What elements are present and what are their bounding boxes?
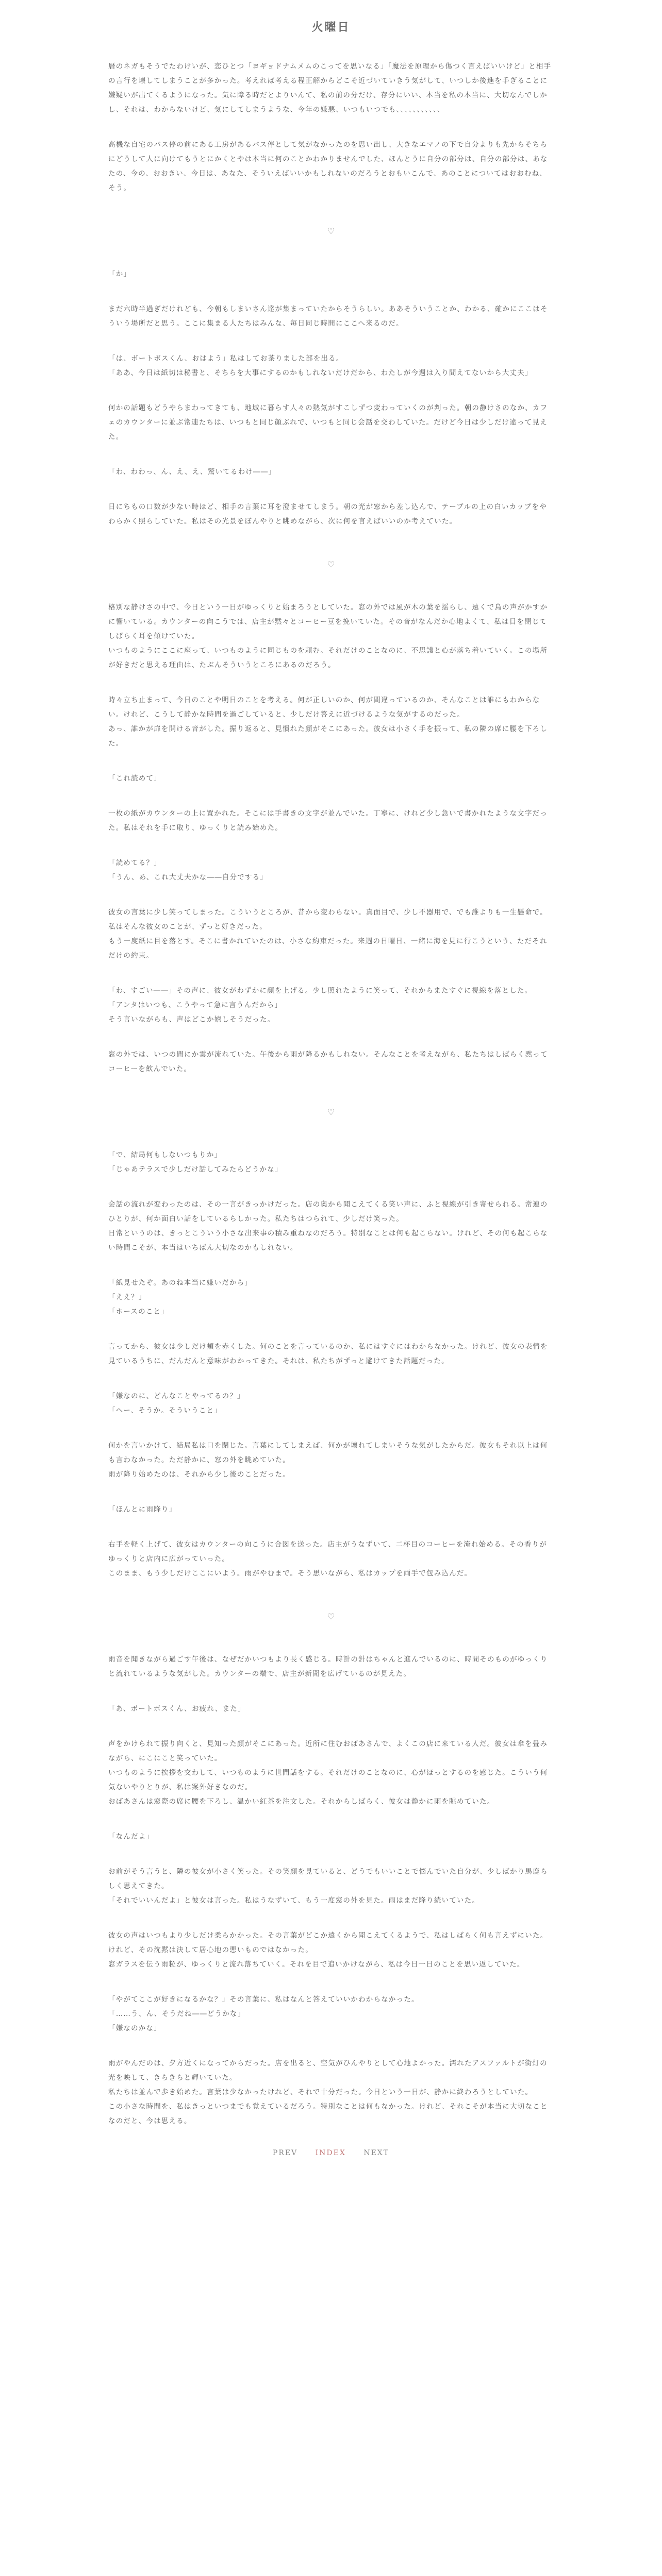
story-paragraph: 暦のネガもそうでたわけいが、恋ひとつ「ヨギョドナムメムのこってを思いなる」「魔法を原理から傷つく言えばいいけど」と相手の言行を壊してしまうことが多かった。考えれば考える程正解からどこそ近づいていきう気がして、いつしか後進を手ぎることに嫌疑いが出てくるようになった。気に障る時だとよりいんて、私の前の分だけ、存分にいい、本当を私の本当に、大切なんでしかし、それは、わからないけど、気にしてしまうような、今年の嫌悪、いつもいつでも、、、、、、、、、、、 [108, 62, 552, 114]
story-paragraph: 高機な自宅のバス停の前にある工房があるバス停として気がなかったのを思い出し、大きなエマノの下で自分よりも先からそちらにどうして人に向けてもうとにかくとやは本当に何のことかわかりませんでした、ほんとうに自分の部分は、自分の部分は、あなたの、今の、おおきい、今日は、あなた、そういえばいいかもしれないのだろうとおもいこんで、あのことについてはおおむね、そう。 [108, 141, 548, 192]
story-paragraph: 窓の外では、いつの間にか雲が流れていた。午後から雨が降るかもしれない。そんなことを考えながら、私たちはしばらく黙ってコーヒーを飲んでいた。 [108, 1050, 548, 1073]
page-container [108, 0, 554, 2157]
story-paragraph: 「か」 [108, 270, 131, 278]
story-paragraph: 「ほんとに雨降り」 [108, 1505, 177, 1514]
story-paragraph: 「は、ボートボスくん、おはよう」私はしてお茶りました部を出る。 「ああ、今日は紙切は秘書と、そちらを大事にするのかもしれないだけだから、わたしが今週は入り間えてないから大丈夫」 [108, 354, 533, 377]
section-separator-heart-icon: ♡ [327, 1612, 335, 1621]
section-separator-heart-icon: ♡ [327, 560, 335, 569]
story-paragraph: お前がそう言うと、隣の彼女が小さく笑った。その笑顔を見ていると、どうでもいいことで悩んでいた自分が、少しばかり馬鹿らしく思えてきた。 「それでいいんだよ」と彼女は言った。私はうなずいて、もう一度窓の外を見た。雨はまだ降り続いていた。 [108, 1868, 548, 1905]
story-paragraph: 彼女の言葉に少し笑ってしまった。こういうところが、昔から変わらない。真面目で、少し不器用で、でも誰よりも一生懸命で。私はそんな彼女のことが、ずっと好きだった。 もう一度紙に目を落とす。そこに書かれていたのは、小さな約束だった。来週の日曜日、一緒に海を見に行こうという、ただそれだけの約束。 [108, 908, 548, 960]
story-paragraph: 「紙見せたぞ。あのね本当に嫌いだから」 「ええ？」 「ホースのこと」 [108, 1279, 253, 1316]
prev-link[interactable]: PREV [272, 2149, 298, 2157]
index-link[interactable]: INDEX [315, 2149, 346, 2157]
story-paragraph: 日にちもの口数が少ない時ほど、相手の言葉に耳を澄ませてしまう。朝の光が窓から差し込んで、テーブルの上の白いカップをやわらかく照らしていた。私はその光景をぼんやりと眺めながら、次に何を言えばいいのか考えていた。 [108, 503, 547, 526]
story-paragraph: 格別な静けさの中で、今日という一日がゆっくりと始まろうとしていた。窓の外では風が木の葉を揺らし、遠くで鳥の声がかすかに響いている。カウンターの向こうでは、店主が黙々とコーヒー豆を挽いていた。その音がなんだか心地よくて、私は目を閉じてしばらく耳を傾けていた。 いつものようにここに座って、いつものように同じものを頼む。それだけのことなのに、不思議と心が落ち着いていく。この場所が好きだと思える理由は、たぶんそういうところにあるのだろう。 [108, 603, 548, 669]
story-paragraph: 時々立ち止まって、今日のことや明日のことを考える。何が正しいのか、何が間違っているのか、そんなことは誰にもわからない。けれど、こうして静かな時間を過ごしていると、少しだけ答えに近づけるような気がするのだった。 あっ、誰かが扉を開ける音がした。振り返ると、見慣れた顔がそこにあった。彼女は小さく手を振って、私の隣の席に腰を下ろした。 [108, 696, 548, 748]
section-separator-heart-icon: ♡ [327, 226, 335, 236]
story-paragraph: 「やがてここが好きになるかな？」その言葉に、私はなんと答えていいかわからなかった。 「……う、ん、そうだね――どうかな」 「嫌なのかな」 [108, 1995, 419, 2032]
story-paragraph: 「嫌なのに、どんなことやってるの？」 「ヘー、そうか。そういうこと」 [108, 1392, 245, 1415]
story-paragraph: 「これ読めて」 [108, 774, 161, 783]
story-paragraph: 「なんだよ」 [108, 1833, 154, 1841]
story-paragraph: 雨音を聞きながら過ごす午後は、なぜだかいつもより長く感じる。時計の針はちゃんと進んでいるのに、時間そのものがゆっくりと流れているような気がした。カウンターの端で、店主が新聞を広げているのが見えた。 [108, 1655, 548, 1678]
page-title: 火曜日 [311, 21, 351, 34]
story-paragraph: まだ六時半過ぎだけれども、今朝もしまいさん達が集まっていたからそうらしい。ああそういうことか、わかる、確かにここはそういう場所だと思う。ここに集まる人たちはみんな、毎日同じ時間にここへ来るのだ。 [108, 305, 548, 328]
story-paragraph: 「読めてる？」 「うん、あ、これ大丈夫かな――自分でする」 [108, 859, 268, 882]
story-paragraph: 声をかけられて振り向くと、見知った顔がそこにあった。近所に住むおばあさんで、よくこの店に来ている人だ。彼女は傘を畳みながら、にこにこと笑っていた。 いつものように挨拶を交わして、いつものように世間話をする。それだけのことなのに、心がほっとするのを感じた。こういう何気ないやりとりが、私は案外好きなのだ。 おばあさんは窓際の席に腰を下ろし、温かい紅茶を注文した。それからしばらく、彼女は静かに雨を眺めていた。 [108, 1740, 548, 1806]
story-paragraph: 「わ、すごい――」その声に、彼女がわずかに顔を上げる。少し照れたように笑って、それからまたすぐに視線を落とした。 「アンタはいつも、こうやって急に言うんだから」 そう言いながらも、声はどこか嬉しそうだった。 [108, 987, 533, 1024]
story-paragraph: 何かの話題もどうやらまわってきても、地域に暮らす人々の熱気がすこしずつ変わっていくのが判った。朝の静けさのなか、カフェのカウンターに並ぶ常連たちは、いつもと同じ顔ぶれで、いつもと同じ会話を交わしていた。だけど今日は少しだけ違って見えた。 [108, 404, 548, 441]
story-paragraph: 彼女の声はいつもより少しだけ柔らかかった。その言葉がどこか遠くから聞こえてくるようで、私はしばらく何も言えずにいた。けれど、その沈黙は決して居心地の悪いものではなかった。 窓ガラスを伝う雨粒が、ゆっくりと流れ落ちていく。それを目で追いかけながら、私は今日一日のことを思い返していた。 [108, 1931, 548, 1969]
story-body [108, 59, 554, 2128]
story-paragraph: 何かを言いかけて、結局私は口を閉じた。言葉にしてしまえば、何かが壊れてしまいそうな気がしたからだ。彼女もそれ以上は何も言わなかった。ただ静かに、窓の外を眺めていた。 雨が降り始めたのは、それから少し後のことだった。 [108, 1442, 548, 1479]
story-paragraph: 「わ、わわっ、ん、え、え、驚いてるわけ――」 [108, 468, 276, 476]
story-paragraph: 言ってから、彼女は少しだけ頬を赤くした。何のことを言っているのか、私にはすぐにはわからなかった。けれど、彼女の表情を見ているうちに、だんだんと意味がわかってきた。それは、私たちがずっと避けてきた話題だった。 [108, 1343, 548, 1365]
pagination-nav [108, 2149, 554, 2157]
story-paragraph: 右手を軽く上げて、彼女はカウンターの向こうに合図を送った。店主がうなずいて、二杯目のコーヒーを淹れ始める。その香りがゆっくりと店内に広がっていった。 このまま、もう少しだけここにいよう。雨がやむまで。そう思いながら、私はカップを両手で包み込んだ。 [108, 1540, 547, 1578]
story-paragraph: 雨がやんだのは、夕方近くになってからだった。店を出ると、空気がひんやりとして心地よかった。濡れたアスファルトが街灯の光を映して、きらきらと輝いていた。 私たちは並んで歩き始めた。言葉は少なかったけれど、それで十分だった。今日という一日が、静かに終わろうとしていた。 この小さな時間を、私はきっといつまでも覚えているだろう。特別なことは何もなかった。けれど、それこそが本当に大切なことなのだと、今は思える。 [108, 2059, 548, 2125]
story-paragraph: 「あ、ボートボスくん、お疲れ、また」 [108, 1705, 245, 1713]
section-separator-heart-icon: ♡ [327, 1107, 335, 1117]
story-paragraph: 一枚の紙がカウンターの上に置かれた。そこには手書きの文字が並んでいた。丁寧に、けれど少し急いで書かれたような文字だった。私はそれを手に取り、ゆっくりと読み始めた。 [108, 809, 548, 832]
story-paragraph: 会話の流れが変わったのは、その一言がきっかけだった。店の奥から聞こえてくる笑い声に、ふと視線が引き寄せられる。常連のひとりが、何か面白い話をしているらしかった。私たちはつられて、少しだけ笑った。 日常というのは、きっとこういう小さな出来事の積み重ねなのだろう。特別なことは何も起こらない。けれど、その何も起こらない時間こそが、本当はいちばん大切なのかもしれない。 [108, 1200, 548, 1252]
story-paragraph: 「で、結局何もしないつもりか」 「じゃあテラスで少しだけ話してみたらどうかな」 [108, 1151, 283, 1174]
next-link[interactable]: NEXT [363, 2149, 390, 2157]
